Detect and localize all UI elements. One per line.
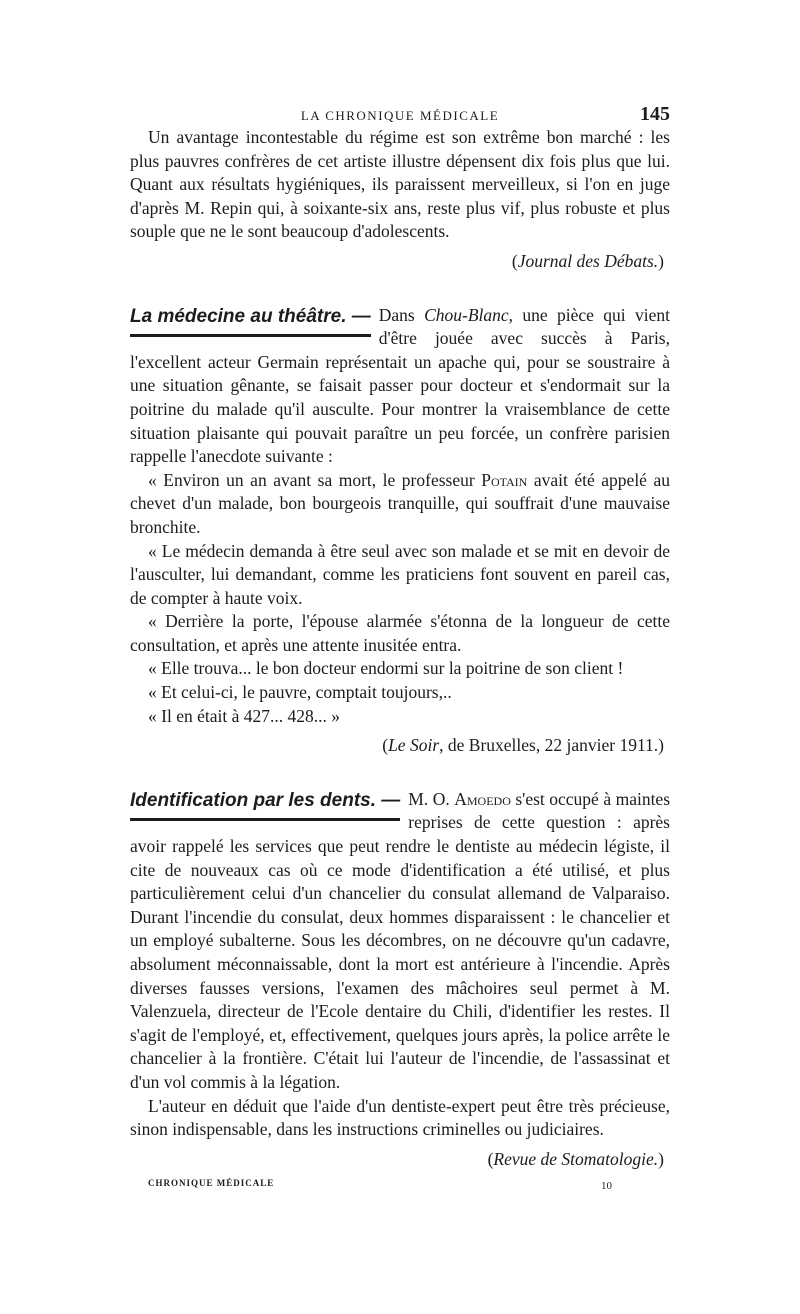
page-footer	[130, 1172, 670, 1192]
section-identification-source: (Revue de Stomatologie.)	[487, 1148, 664, 1169]
play-title: Chou-Blanc	[424, 304, 509, 325]
author-name: Amoedo	[454, 788, 511, 809]
page-number: 145	[640, 103, 670, 125]
footer-signature: CHRONIQUE MÉDICALE	[148, 1178, 275, 1188]
intro-paragraph: Un avantage incontestable du régime est son extrême bon marché : les plus pauvres confrères de cet artiste illustre dépensent dix fois plus que lui. Quant aux résultats hygiéniques, ils paraissent merveilleux, si l'on en juge d'après M. Repin qui, à soixante-six ans, reste plus vif, plus robuste et plus souple que ne le sont beaucoup d'adolescents.	[130, 127, 670, 242]
conclusion-paragraph: L'auteur en déduit que l'aide d'un dentiste-expert peut être très précieuse, sinon indispensable, dans les instructions criminelles ou judiciaires.	[130, 1095, 670, 1140]
section-theatre	[130, 304, 670, 758]
quote-paragraph: « Et celui-ci, le pauvre, comptait toujours,..	[148, 682, 452, 703]
footer-signature-number: 10	[601, 1180, 612, 1192]
intro-source: (Journal des Débats.)	[511, 250, 664, 271]
intro-source-title: Journal des Débats.	[517, 250, 659, 271]
quote-paragraph: « Elle trouva... le bon docteur endormi sur la poitrine de son client !	[148, 658, 624, 679]
quote-paragraph: « Le médecin demanda à être seul avec son malade et se mit en devoir de l'ausculter, lui demandant, comme les praticiens font souvent en pareil cas, de compter à haute voix.	[130, 540, 670, 608]
quote-paragraph: « Environ un an avant sa mort, le professeur Potain avait été appelé au chevet d'un malade, bon bourgeois tranquille, qui souffrait d'une mauvaise bronchite.	[130, 469, 670, 537]
section-theatre-title: La médecine au théâtre. —	[130, 304, 371, 337]
section-identification-paragraph: Identification par les dents. — M. O. Amoedo s'est occupé à maintes reprises de cette question : après avoir rappelé les services que peut rendre le dentiste au médecin légiste, il cite de nouveaux cas où ce mode d'identification a été utilisé, et plus particulièrement celui d'un chancelier du consulat allemand de Valparaiso. Durant l'incendie du consulat, deux hommes disparaissent : le chancelier et un employé subalterne. Sous les décombres, on ne découvre qu'un cadavre, absolument méconnaissable, dont la mort est antérieure à l'incendie. Après diverses fausses versions, l'examen des mâchoires seul permet à M. Valenzuela, directeur de l'Ecole dentaire du Chili, d'identifier les restes. Il s'agit de l'employé, et, effectivement, quelques jours après, la police arrête le chancelier à la frontière. C'était lui l'auteur de l'incendie, de l'assassinat et d'un vol commis à la légation.	[130, 788, 671, 1092]
section-identification	[130, 788, 670, 1172]
section-theatre-paragraph: La médecine au théâtre. — Dans Chou-Blanc, une pièce qui vient d'être jouée avec succès à Paris, l'excellent acteur Germain représentait un apache qui, pour se soustraire à une situation gênante, se faisait passer pour docteur et s'endormait sur la poitrine du malade qu'il ausculte. Pour montrer la vraisemblance de cette situation plaisante qui pouvait paraître un peu forcée, un confrère parisien rappelle l'anecdote suivante :	[130, 304, 670, 467]
running-title: LA CHRONIQUE MÉDICALE	[300, 108, 500, 123]
document-page	[130, 100, 671, 1192]
quote-paragraph: « Il en était à 427... 428... »	[148, 705, 340, 726]
section-identification-title: Identification par les dents. —	[130, 788, 400, 821]
person-name: Potain	[481, 469, 528, 490]
page-header	[130, 100, 670, 126]
section-theatre-source: (Le Soir, de Bruxelles, 22 janvier 1911.)	[382, 735, 664, 756]
quote-paragraph: « Derrière la porte, l'épouse alarmée s'étonna de la longueur de cette consultation, et après une attente inusitée entra.	[130, 611, 670, 655]
